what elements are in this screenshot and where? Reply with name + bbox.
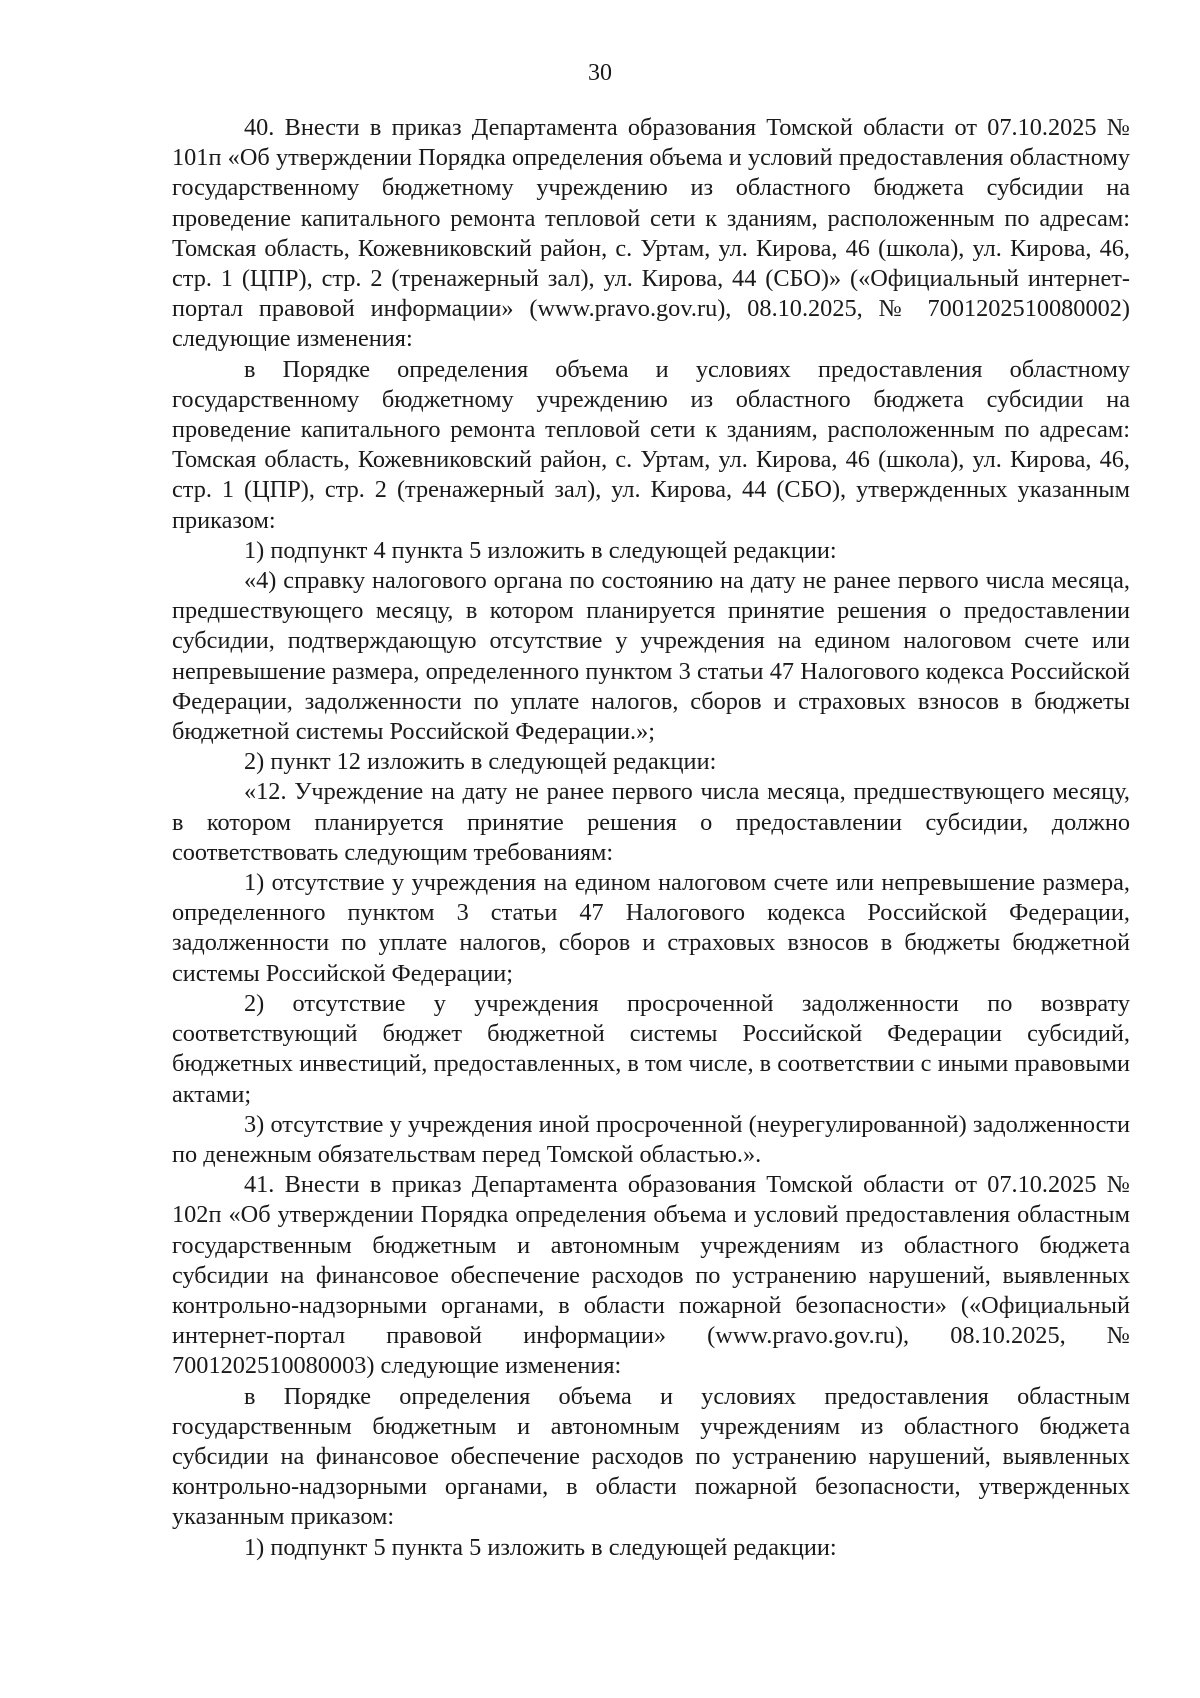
paragraph-40-requirement-1: 1) отсутствие у учреждения на едином налоговом счете или непревышение размера, определенного пунктом 3 статьи 47 Налогового кодекса Российской Федерации, задолженности по уплате налогов, сборов и страховых взносов в бюджеты бюджетной системы Российской Федерации;	[172, 869, 1130, 987]
paragraph-40-item-1: 1) подпункт 4 пункта 5 изложить в следующей редакции:	[244, 536, 837, 564]
paragraph-40-item-2: 2) пункт 12 изложить в следующей редакции:	[244, 748, 717, 776]
paragraph-40-intro: 40. Внести в приказ Департамента образования Томской области от 07.10.2025 № 101п «Об утверждении Порядка определения объема и условий предоставления областному государственному бюджетному учреждению из областного бюджета субсидии на проведение капитального ремонта тепловой сети к зданиям, расположенным по адресам: Томская область, Кожевниковский район, с. Уртам, ул. Кирова, 46 (школа), ул. Кирова, 46, стр. 1 (ЦПР), стр. 2 (тренажерный зал), ул. Кирова, 44 (СБО)» («Официальный интернет-портал правовой информации» (www.pravo.gov.ru), 08.10.2025, № 7001202510080002) следующие изменения:	[172, 114, 1130, 353]
paragraph-40-item-2-text: «12. Учреждение на дату не ранее первого числа месяца, предшествующего месяцу, в котором планируется принятие решения о предоставлении субсидии, должно соответствовать следующим требованиям:	[172, 778, 1130, 866]
document-body	[172, 113, 1130, 1563]
paragraph-40-requirement-2: 2) отсутствие у учреждения просроченной задолженности по возврату соответствующий бюджет бюджетной системы Российской Федерации субсидий, бюджетных инвестиций, предоставленных, в том числе, в соответствии с иными правовыми актами;	[172, 989, 1130, 1108]
paragraph-41-procedure: в Порядке определения объема и условиях предоставления областным государственным бюджетным и автономным учреждениям из областного бюджета субсидии на финансовое обеспечение расходов по устранению нарушений, выявленных контрольно-надзорными органами, в области пожарной безопасности, утвержденных указанным приказом:	[172, 1382, 1130, 1531]
paragraph-40-item-1-text: «4) справку налогового органа по состоянию на дату не ранее первого числа месяца, предшествующего месяцу, в котором планируется принятие решения о предоставлении субсидии, подтверждающую отсутствие у учреждения на едином налоговом счете или непревышение размера, определенного пунктом 3 статьи 47 Налогового кодекса Российской Федерации, задолженности по уплате налогов, сборов и страховых взносов в бюджеты бюджетной системы Российской Федерации.»;	[172, 567, 1130, 746]
paragraph-41-item-1: 1) подпункт 5 пункта 5 изложить в следующей редакции:	[244, 1533, 837, 1561]
page-number: 30	[588, 60, 612, 86]
paragraph-40-procedure: в Порядке определения объема и условиях предоставления областному государственному бюджетному учреждению из областного бюджета субсидии на проведение капитального ремонта тепловой сети к зданиям, расположенным по адресам: Томская область, Кожевниковский район, с. Уртам, ул. Кирова, 46 (школа), ул. Кирова, 46, стр. 1 (ЦПР), стр. 2 (тренажерный зал), ул. Кирова, 44 (СБО), утвержденных указанным приказом:	[172, 355, 1130, 534]
paragraph-41-intro: 41. Внести в приказ Департамента образования Томской области от 07.10.2025 № 102п «Об утверждении Порядка определения объема и условий предоставления областным государственным бюджетным и автономным учреждениям из областного бюджета субсидии на финансовое обеспечение расходов по устранению нарушений, выявленных контрольно-надзорными органами, в области пожарной безопасности» («Официальный интернет-портал правовой информации» (www.pravo.gov.ru), 08.10.2025, № 7001202510080003) следующие изменения:	[172, 1171, 1130, 1380]
paragraph-40-requirement-3: 3) отсутствие у учреждения иной просроченной (неурегулированной) задолженности по денежным обязательствам перед Томской областью.».	[172, 1110, 1130, 1168]
